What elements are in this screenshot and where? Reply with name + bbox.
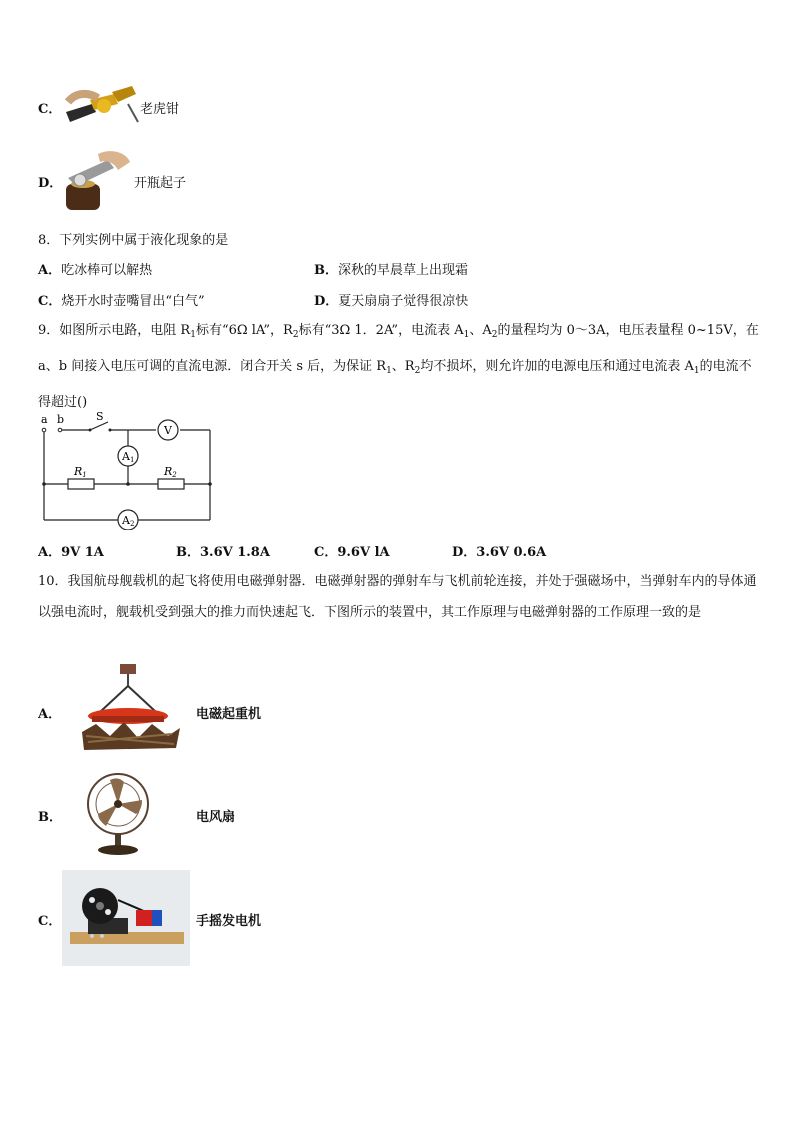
q10-option-c-label: C． [38, 914, 62, 929]
q10-option-b-text: 电风扇 [196, 810, 236, 825]
hand-generator-icon [62, 870, 190, 966]
resistor-r1 [68, 479, 94, 489]
q10-option-a-label: A． [38, 707, 62, 722]
label-switch: S [96, 412, 104, 423]
q10-option-b-label: B． [38, 810, 62, 825]
q7-option-c-text: 老虎钳 [140, 102, 180, 117]
circuit-diagram [38, 412, 218, 530]
pliers-icon [62, 82, 140, 132]
resistor-r2 [158, 479, 184, 489]
q7-option-d-label: D． [38, 176, 63, 191]
label-a: a [41, 413, 48, 426]
terminal-a [42, 428, 46, 432]
q7-option-c-label: C． [38, 102, 62, 117]
q8-option-c: C．烧开水时壶嘴冒出“白气” [38, 294, 205, 309]
q9-stem: 9．如图所示电路，电阻 $R_1$标有“6Ω lA”，$R_2$标有“3Ω 1．2A”，电流表 $A_1$、$A_2$的量程均为 0～3A，电压表量程 0~15V，在 a、b 间接入电压可调的直流电源．闭合开关 s 后，为保证 $R_1$、$R_2$均不损坏，则允许加的电源电压和通过电流表 $A_1$的电流不得超过() [38, 323, 759, 410]
bottle-opener-icon [58, 148, 133, 210]
terminal-b [58, 428, 62, 432]
electric-fan-icon [80, 770, 156, 856]
q9-option-a: A．9V 1A [38, 545, 104, 560]
q10-option-a-text: 电磁起重机 [196, 707, 262, 722]
q9-option-c: C．9.6V lA [314, 545, 390, 560]
electromagnetic-crane-icon [76, 662, 184, 758]
label-r2: R2 [164, 465, 177, 479]
q7-option-d-text: 开瓶起子 [134, 176, 187, 191]
q8-option-b: B．深秋的早晨草上出现霜 [314, 263, 469, 278]
q8-option-a: A．吃冰棒可以解热 [38, 263, 153, 278]
label-voltmeter: V [164, 424, 172, 437]
label-r1: R1 [74, 465, 87, 479]
q10-option-c-text: 手摇发电机 [196, 914, 262, 929]
label-ammeter2: A2 [122, 514, 135, 528]
q9-option-b: B．3.6V 1.8A [176, 545, 270, 560]
label-ammeter1: A1 [122, 450, 135, 464]
q10-stem: 10．我国航母舰载机的起飞将使用电磁弹射器．电磁弹射器的弹射车与飞机前轮连接，并处于强磁场中，当弹射车内的导体通以强电流时，舰载机受到强大的推力而快速起飞．下图所示的装置中，其工作原理与电磁弹射器的工作原理一致的是 [38, 574, 757, 620]
q8-stem: 8．下列实例中属于液化现象的是 [38, 233, 229, 248]
q8-option-d: D．夏天扇扇子觉得很凉快 [314, 294, 469, 309]
label-b: b [57, 413, 65, 426]
q9-option-d: D．3.6V 0.6A [452, 545, 547, 560]
